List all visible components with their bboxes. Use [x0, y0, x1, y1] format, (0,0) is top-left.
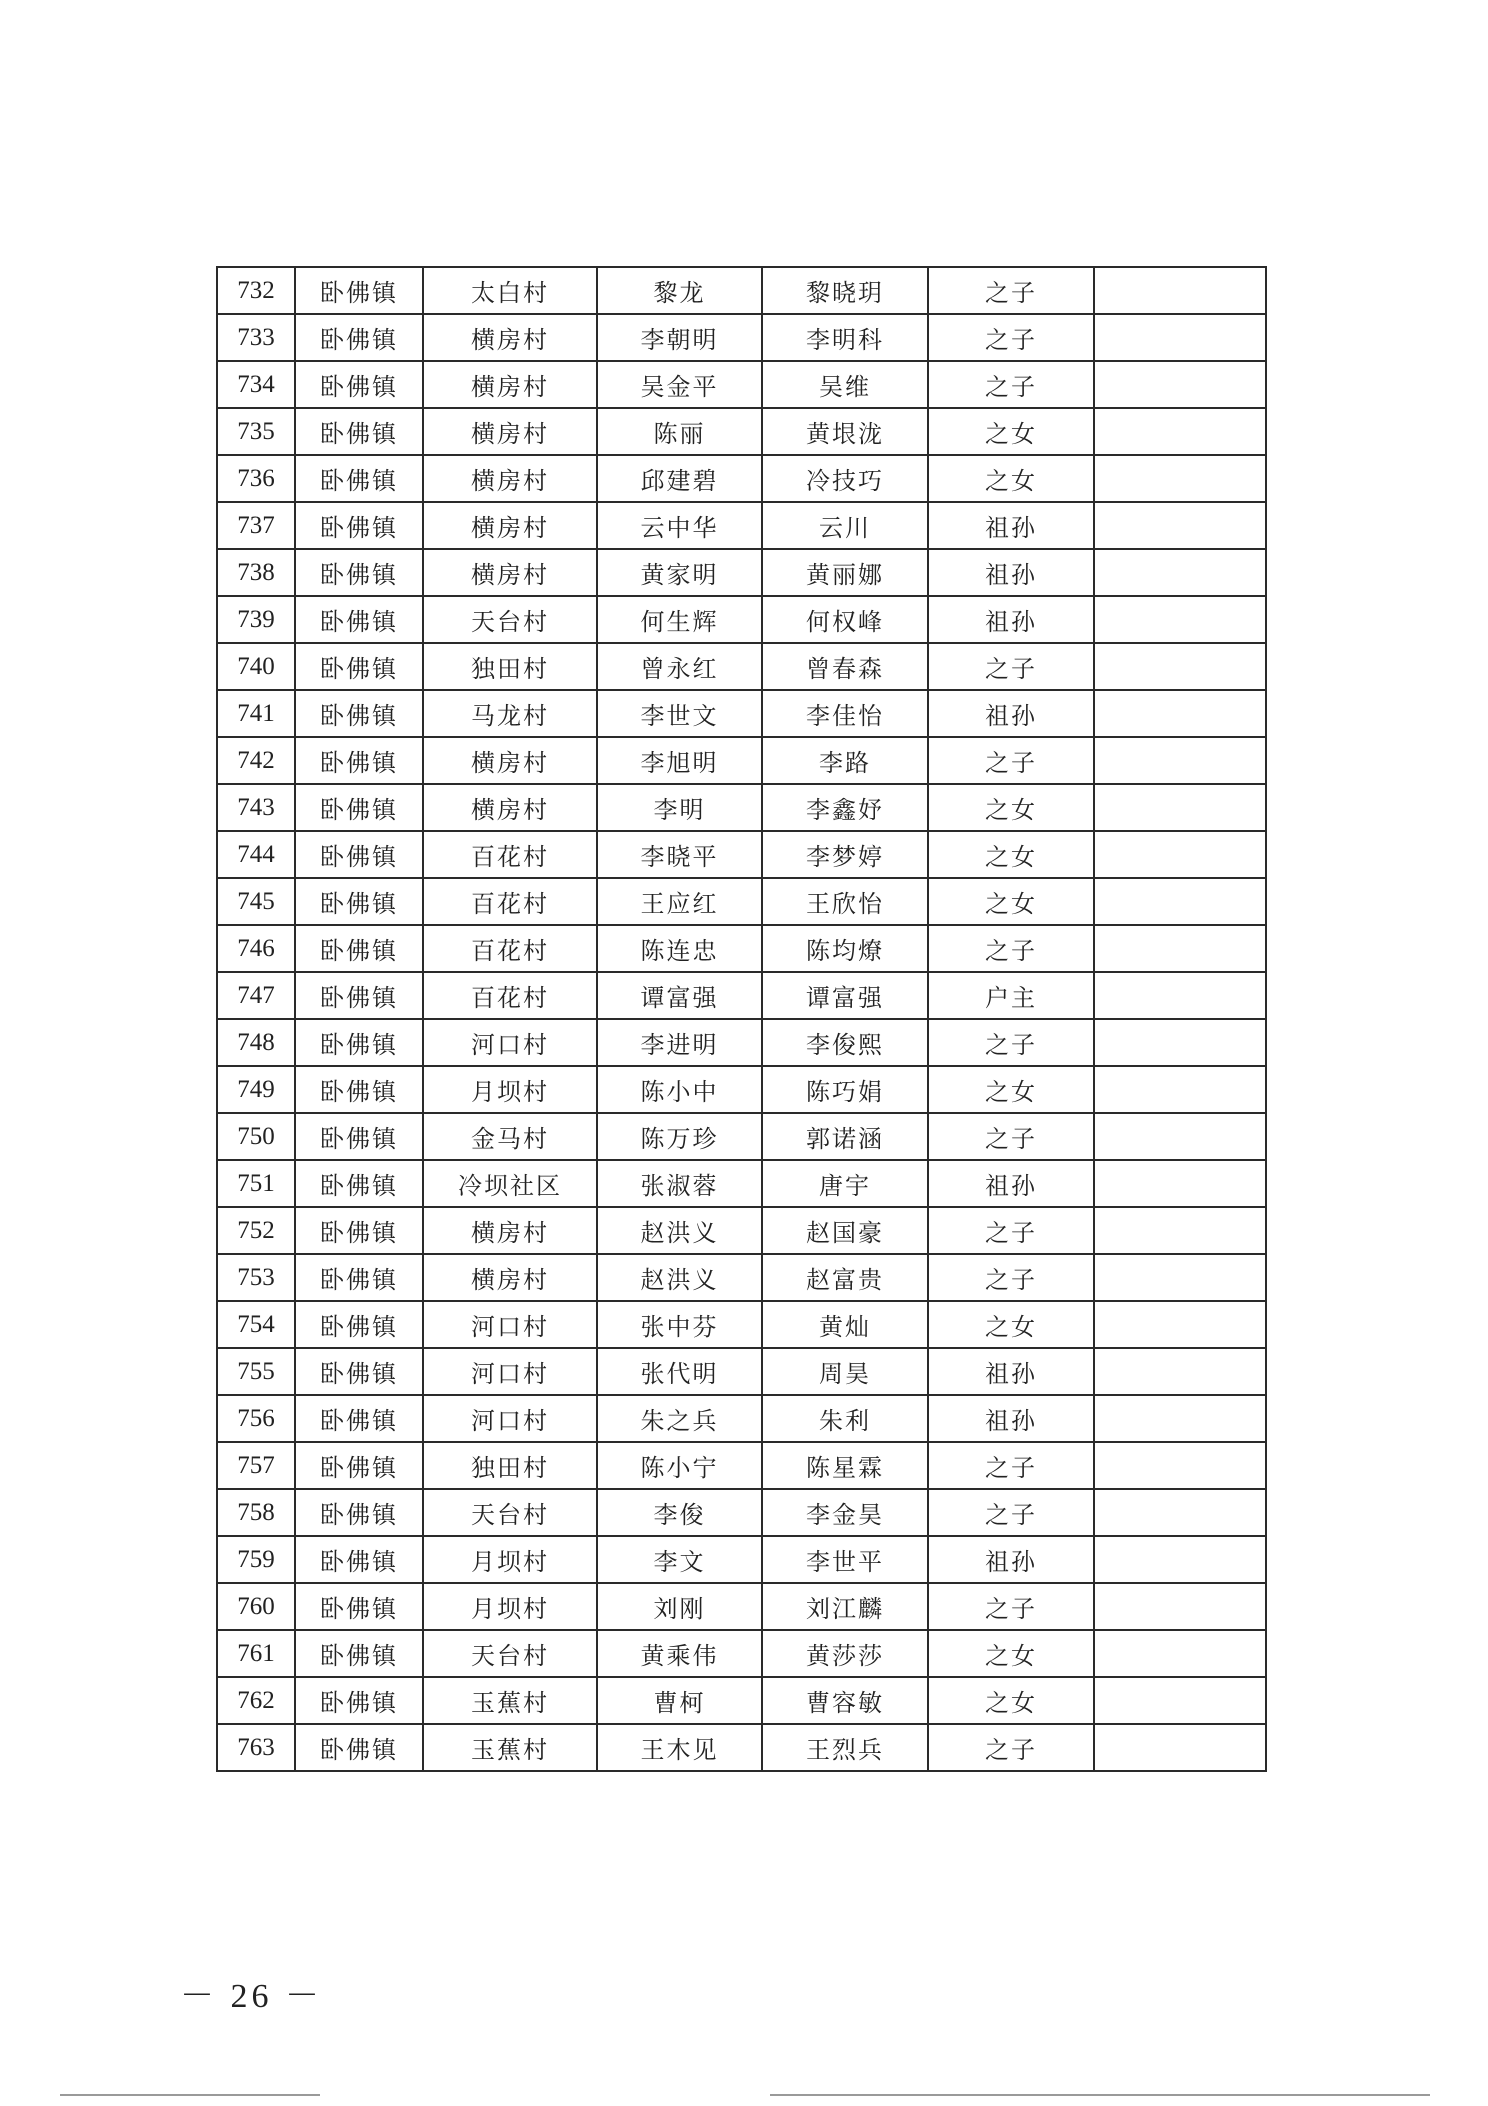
cell-member: 黎晓玥 [762, 267, 928, 314]
cell-village: 横房村 [423, 361, 597, 408]
cell-relation: 之子 [928, 314, 1094, 361]
cell-name: 李旭明 [597, 737, 762, 784]
cell-note [1094, 408, 1266, 455]
cell-town: 卧佛镇 [295, 1583, 423, 1630]
cell-village: 月坝村 [423, 1066, 597, 1113]
cell-note [1094, 925, 1266, 972]
cell-number: 763 [217, 1724, 295, 1771]
cell-relation: 之子 [928, 1583, 1094, 1630]
cell-note [1094, 596, 1266, 643]
cell-village: 太白村 [423, 267, 597, 314]
cell-number: 744 [217, 831, 295, 878]
table-row [217, 361, 1266, 408]
table-row [217, 1254, 1266, 1301]
cell-note [1094, 1019, 1266, 1066]
cell-town: 卧佛镇 [295, 1301, 423, 1348]
cell-village: 独田村 [423, 643, 597, 690]
cell-village: 横房村 [423, 784, 597, 831]
cell-village: 横房村 [423, 1207, 597, 1254]
cell-name: 李晓平 [597, 831, 762, 878]
cell-note [1094, 1348, 1266, 1395]
table-row [217, 455, 1266, 502]
cell-village: 百花村 [423, 925, 597, 972]
cell-number: 738 [217, 549, 295, 596]
cell-number: 742 [217, 737, 295, 784]
cell-member: 李世平 [762, 1536, 928, 1583]
table-row [217, 1724, 1266, 1771]
cell-number: 756 [217, 1395, 295, 1442]
cell-town: 卧佛镇 [295, 596, 423, 643]
cell-member: 赵国豪 [762, 1207, 928, 1254]
cell-village: 马龙村 [423, 690, 597, 737]
cell-town: 卧佛镇 [295, 878, 423, 925]
cell-number: 759 [217, 1536, 295, 1583]
cell-relation: 祖孙 [928, 1536, 1094, 1583]
cell-number: 745 [217, 878, 295, 925]
cell-village: 金马村 [423, 1113, 597, 1160]
cell-relation: 祖孙 [928, 1348, 1094, 1395]
cell-relation: 之子 [928, 737, 1094, 784]
cell-member: 郭诺涵 [762, 1113, 928, 1160]
cell-note [1094, 784, 1266, 831]
cell-town: 卧佛镇 [295, 1019, 423, 1066]
cell-name: 李明 [597, 784, 762, 831]
cell-number: 741 [217, 690, 295, 737]
cell-member: 曾春森 [762, 643, 928, 690]
cell-relation: 之女 [928, 831, 1094, 878]
table-row [217, 1677, 1266, 1724]
page-number: － 26 － [180, 1978, 323, 2015]
table-row [217, 1160, 1266, 1207]
table-row [217, 643, 1266, 690]
cell-relation: 之女 [928, 1066, 1094, 1113]
cell-member: 陈巧娟 [762, 1066, 928, 1113]
cell-town: 卧佛镇 [295, 1395, 423, 1442]
cell-village: 横房村 [423, 314, 597, 361]
cell-name: 朱之兵 [597, 1395, 762, 1442]
cell-name: 陈连忠 [597, 925, 762, 972]
cell-name: 张代明 [597, 1348, 762, 1395]
cell-note [1094, 1066, 1266, 1113]
cell-name: 黎龙 [597, 267, 762, 314]
cell-name: 赵洪义 [597, 1254, 762, 1301]
cell-member: 李佳怡 [762, 690, 928, 737]
cell-number: 754 [217, 1301, 295, 1348]
cell-relation: 祖孙 [928, 690, 1094, 737]
cell-note [1094, 1442, 1266, 1489]
cell-relation: 之女 [928, 408, 1094, 455]
cell-number: 755 [217, 1348, 295, 1395]
table-row [217, 925, 1266, 972]
cell-number: 746 [217, 925, 295, 972]
cell-village: 天台村 [423, 1489, 597, 1536]
cell-town: 卧佛镇 [295, 1207, 423, 1254]
cell-number: 736 [217, 455, 295, 502]
table-row [217, 596, 1266, 643]
cell-number: 753 [217, 1254, 295, 1301]
cell-name: 张中芬 [597, 1301, 762, 1348]
cell-relation: 之子 [928, 1019, 1094, 1066]
cell-note [1094, 267, 1266, 314]
cell-number: 750 [217, 1113, 295, 1160]
cell-note [1094, 502, 1266, 549]
cell-relation: 之子 [928, 1207, 1094, 1254]
cell-town: 卧佛镇 [295, 972, 423, 1019]
cell-town: 卧佛镇 [295, 267, 423, 314]
cell-name: 吴金平 [597, 361, 762, 408]
table-row [217, 1348, 1266, 1395]
cell-note [1094, 878, 1266, 925]
cell-relation: 之子 [928, 1489, 1094, 1536]
cell-number: 735 [217, 408, 295, 455]
cell-town: 卧佛镇 [295, 1724, 423, 1771]
cell-town: 卧佛镇 [295, 1677, 423, 1724]
cell-number: 739 [217, 596, 295, 643]
cell-name: 李世文 [597, 690, 762, 737]
cell-name: 张淑蓉 [597, 1160, 762, 1207]
cell-village: 横房村 [423, 502, 597, 549]
table-row [217, 1019, 1266, 1066]
cell-member: 黄莎莎 [762, 1630, 928, 1677]
cell-name: 李文 [597, 1536, 762, 1583]
cell-village: 横房村 [423, 455, 597, 502]
cell-town: 卧佛镇 [295, 1113, 423, 1160]
cell-village: 冷坝社区 [423, 1160, 597, 1207]
cell-member: 朱利 [762, 1395, 928, 1442]
table-row [217, 1489, 1266, 1536]
cell-number: 748 [217, 1019, 295, 1066]
cell-name: 王应红 [597, 878, 762, 925]
cell-member: 李俊熙 [762, 1019, 928, 1066]
cell-village: 月坝村 [423, 1583, 597, 1630]
cell-name: 曹柯 [597, 1677, 762, 1724]
table-row [217, 1113, 1266, 1160]
cell-member: 黄灿 [762, 1301, 928, 1348]
table-row [217, 502, 1266, 549]
cell-number: 757 [217, 1442, 295, 1489]
cell-number: 760 [217, 1583, 295, 1630]
cell-town: 卧佛镇 [295, 1536, 423, 1583]
cell-member: 陈均燎 [762, 925, 928, 972]
cell-village: 玉蕉村 [423, 1677, 597, 1724]
cell-note [1094, 1301, 1266, 1348]
cell-member: 赵富贵 [762, 1254, 928, 1301]
cell-note [1094, 1536, 1266, 1583]
cell-town: 卧佛镇 [295, 643, 423, 690]
cell-name: 陈小中 [597, 1066, 762, 1113]
cell-number: 737 [217, 502, 295, 549]
cell-member: 刘江麟 [762, 1583, 928, 1630]
cell-note [1094, 1207, 1266, 1254]
table-row [217, 314, 1266, 361]
table-row [217, 1536, 1266, 1583]
cell-member: 李梦婷 [762, 831, 928, 878]
cell-town: 卧佛镇 [295, 737, 423, 784]
cell-village: 河口村 [423, 1348, 597, 1395]
cell-name: 何生辉 [597, 596, 762, 643]
table-row [217, 1395, 1266, 1442]
cell-relation: 之女 [928, 1630, 1094, 1677]
cell-number: 733 [217, 314, 295, 361]
cell-village: 百花村 [423, 831, 597, 878]
record-table [216, 266, 1267, 1772]
cell-note [1094, 1113, 1266, 1160]
table-row [217, 1583, 1266, 1630]
cell-member: 李明科 [762, 314, 928, 361]
cell-member: 王欣怡 [762, 878, 928, 925]
table-row [217, 737, 1266, 784]
cell-number: 758 [217, 1489, 295, 1536]
cell-town: 卧佛镇 [295, 1348, 423, 1395]
cell-member: 唐宇 [762, 1160, 928, 1207]
cell-number: 751 [217, 1160, 295, 1207]
cell-town: 卧佛镇 [295, 408, 423, 455]
cell-town: 卧佛镇 [295, 1489, 423, 1536]
cell-town: 卧佛镇 [295, 1254, 423, 1301]
table-row [217, 549, 1266, 596]
cell-number: 762 [217, 1677, 295, 1724]
cell-note [1094, 314, 1266, 361]
cell-note [1094, 690, 1266, 737]
cell-note [1094, 1160, 1266, 1207]
cell-member: 云川 [762, 502, 928, 549]
cell-relation: 之子 [928, 361, 1094, 408]
cell-town: 卧佛镇 [295, 502, 423, 549]
cell-name: 黄乘伟 [597, 1630, 762, 1677]
cell-relation: 之子 [928, 1254, 1094, 1301]
cell-village: 河口村 [423, 1395, 597, 1442]
cell-name: 云中华 [597, 502, 762, 549]
cell-town: 卧佛镇 [295, 690, 423, 737]
table-row [217, 1630, 1266, 1677]
cell-village: 玉蕉村 [423, 1724, 597, 1771]
cell-village: 百花村 [423, 878, 597, 925]
cell-note [1094, 972, 1266, 1019]
cell-relation: 之女 [928, 1677, 1094, 1724]
cell-town: 卧佛镇 [295, 1160, 423, 1207]
cell-member: 黄垠泷 [762, 408, 928, 455]
cell-relation: 之女 [928, 1301, 1094, 1348]
cell-note [1094, 1395, 1266, 1442]
cell-town: 卧佛镇 [295, 831, 423, 878]
cell-note [1094, 1630, 1266, 1677]
table-row [217, 1442, 1266, 1489]
cell-member: 黄丽娜 [762, 549, 928, 596]
cell-town: 卧佛镇 [295, 1630, 423, 1677]
cell-village: 横房村 [423, 408, 597, 455]
cell-name: 陈丽 [597, 408, 762, 455]
cell-number: 740 [217, 643, 295, 690]
cell-town: 卧佛镇 [295, 549, 423, 596]
cell-relation: 之子 [928, 1442, 1094, 1489]
cell-relation: 之子 [928, 1724, 1094, 1771]
cell-name: 李俊 [597, 1489, 762, 1536]
cell-village: 河口村 [423, 1301, 597, 1348]
cell-number: 732 [217, 267, 295, 314]
cell-note [1094, 361, 1266, 408]
cell-note [1094, 1254, 1266, 1301]
cell-note [1094, 737, 1266, 784]
table-row [217, 784, 1266, 831]
cell-relation: 之女 [928, 878, 1094, 925]
cell-relation: 祖孙 [928, 1395, 1094, 1442]
cell-name: 邱建碧 [597, 455, 762, 502]
cell-relation: 之女 [928, 455, 1094, 502]
cell-relation: 之子 [928, 925, 1094, 972]
cell-town: 卧佛镇 [295, 314, 423, 361]
cell-town: 卧佛镇 [295, 784, 423, 831]
cell-village: 天台村 [423, 1630, 597, 1677]
cell-name: 黄家明 [597, 549, 762, 596]
cell-member: 谭富强 [762, 972, 928, 1019]
cell-relation: 祖孙 [928, 1160, 1094, 1207]
table-body [217, 267, 1266, 1771]
table-row [217, 972, 1266, 1019]
cell-village: 月坝村 [423, 1536, 597, 1583]
cell-note [1094, 643, 1266, 690]
cell-village: 百花村 [423, 972, 597, 1019]
cell-member: 曹容敏 [762, 1677, 928, 1724]
cell-member: 冷技巧 [762, 455, 928, 502]
table-row [217, 408, 1266, 455]
cell-relation: 之子 [928, 1113, 1094, 1160]
table-row [217, 878, 1266, 925]
cell-name: 刘刚 [597, 1583, 762, 1630]
cell-name: 陈万珍 [597, 1113, 762, 1160]
scan-artifact [770, 2094, 1430, 2096]
cell-name: 李进明 [597, 1019, 762, 1066]
cell-member: 吴维 [762, 361, 928, 408]
cell-village: 横房村 [423, 1254, 597, 1301]
cell-relation: 之子 [928, 643, 1094, 690]
cell-number: 747 [217, 972, 295, 1019]
cell-member: 李路 [762, 737, 928, 784]
cell-town: 卧佛镇 [295, 361, 423, 408]
cell-member: 李金昊 [762, 1489, 928, 1536]
cell-village: 横房村 [423, 549, 597, 596]
cell-village: 独田村 [423, 1442, 597, 1489]
cell-village: 河口村 [423, 1019, 597, 1066]
cell-town: 卧佛镇 [295, 925, 423, 972]
table-row [217, 267, 1266, 314]
cell-note [1094, 455, 1266, 502]
cell-town: 卧佛镇 [295, 455, 423, 502]
cell-note [1094, 1583, 1266, 1630]
cell-name: 赵洪义 [597, 1207, 762, 1254]
cell-member: 陈星霖 [762, 1442, 928, 1489]
cell-name: 李朝明 [597, 314, 762, 361]
table-row [217, 1207, 1266, 1254]
cell-number: 752 [217, 1207, 295, 1254]
table-row [217, 831, 1266, 878]
cell-name: 谭富强 [597, 972, 762, 1019]
cell-name: 陈小宁 [597, 1442, 762, 1489]
cell-name: 王木见 [597, 1724, 762, 1771]
cell-member: 王烈兵 [762, 1724, 928, 1771]
cell-note [1094, 549, 1266, 596]
cell-relation: 之子 [928, 267, 1094, 314]
cell-member: 李鑫妤 [762, 784, 928, 831]
cell-town: 卧佛镇 [295, 1066, 423, 1113]
scan-artifact [60, 2094, 320, 2096]
cell-relation: 祖孙 [928, 502, 1094, 549]
cell-number: 743 [217, 784, 295, 831]
table-row [217, 1066, 1266, 1113]
cell-note [1094, 1724, 1266, 1771]
cell-note [1094, 1489, 1266, 1536]
cell-relation: 祖孙 [928, 596, 1094, 643]
cell-note [1094, 831, 1266, 878]
cell-member: 周昊 [762, 1348, 928, 1395]
cell-relation: 户主 [928, 972, 1094, 1019]
cell-village: 天台村 [423, 596, 597, 643]
cell-number: 761 [217, 1630, 295, 1677]
cell-village: 横房村 [423, 737, 597, 784]
cell-number: 749 [217, 1066, 295, 1113]
cell-relation: 之女 [928, 784, 1094, 831]
cell-town: 卧佛镇 [295, 1442, 423, 1489]
table-row [217, 690, 1266, 737]
cell-note [1094, 1677, 1266, 1724]
cell-number: 734 [217, 361, 295, 408]
cell-relation: 祖孙 [928, 549, 1094, 596]
cell-member: 何权峰 [762, 596, 928, 643]
cell-name: 曾永红 [597, 643, 762, 690]
table-row [217, 1301, 1266, 1348]
